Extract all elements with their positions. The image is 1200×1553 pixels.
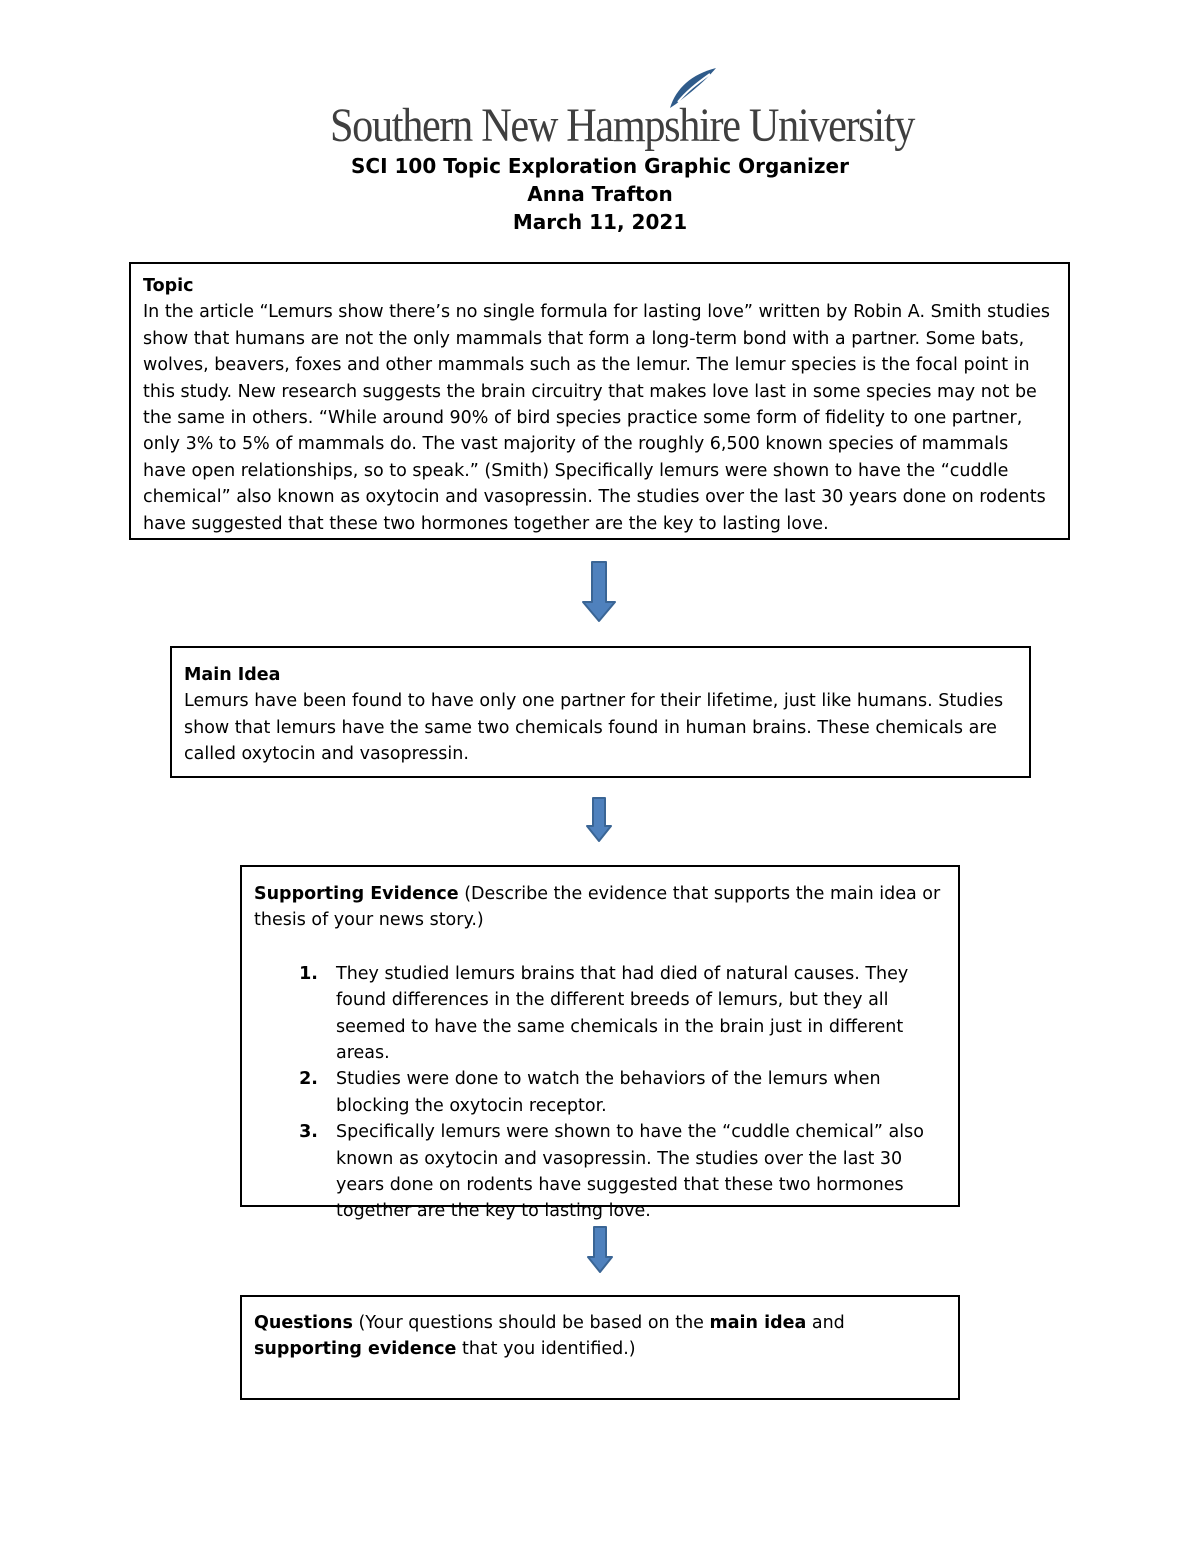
topic-body: In the article “Lemurs show there’s no single formula for lasting love” written by Robin A. Smith studies show that humans are not the only mammals that form a long-term bond with a partner. Some bats, wolves, beavers, foxes and other mammals such as the lemur. The lemur species is the focal point in this study. New research suggests the brain circuitry that makes love last in some species may not be the same in others. “While around 90% of bird species practice some form of fidelity to one partner, only 3% to 5% of mammals do. The vast majority of the roughly 6,500 known species of mammals have open relationships, so to speak.” (Smith) Specifically lemurs were shown to have the “cuddle chemical” also known as oxytocin and vasopressin. The studies over the last 30 years done on rodents have suggested that these two hormones together are the key to lasting love.: [143, 302, 1051, 534]
logo-wordmark: Southern New Hampshire University: [330, 99, 915, 152]
supporting-evidence-label: Supporting Evidence: [254, 884, 459, 904]
author-name: Anna Trafton: [527, 182, 673, 206]
evidence-list: [254, 961, 946, 1225]
evidence-item: 1. They studied lemurs brains that had died of natural causes. They found differences in the different breeds of lemurs, but they all seemed to have the same chemicals in the brain just in different areas.: [324, 961, 946, 1067]
questions-label: Questions: [254, 1313, 353, 1333]
supporting-evidence-box: [240, 865, 960, 1222]
supporting-evidence-prompt: (Describe the evidence that supports the main idea or thesis of your news story.): [254, 884, 941, 931]
questions-prompt-text: (Your questions should be based on the: [352, 1313, 710, 1333]
down-arrow-icon: [585, 796, 613, 844]
down-arrow-icon: [586, 1225, 614, 1275]
leaf-icon: [666, 66, 718, 110]
questions-box: [240, 1295, 960, 1400]
questions-emphasis-main-idea: main idea: [709, 1313, 807, 1333]
questions-prompt-text: that you identified.): [456, 1339, 636, 1360]
questions-prompt-text: and: [806, 1313, 845, 1333]
main-idea-box: [170, 646, 1031, 778]
document-title: SCI 100 Topic Exploration Graphic Organizer: [351, 154, 849, 178]
evidence-item: 3. Specifically lemurs were shown to have the “cuddle chemical” also known as oxytocin and vasopressin. The studies over the last 30 years done on rodents have suggested that these two hormones together are the key to lasting love.: [324, 1119, 946, 1225]
university-logo: [330, 66, 915, 156]
supporting-evidence-heading: [254, 881, 946, 934]
document-date: March 11, 2021: [512, 210, 688, 234]
topic-label: Topic: [143, 276, 194, 296]
questions-heading: [254, 1310, 946, 1363]
down-arrow-icon: [580, 560, 618, 624]
topic-box: [129, 262, 1070, 540]
main-idea-body: Lemurs have been found to have only one partner for their lifetime, just like humans. Studies show that lemurs have the same two chemicals found in human brains. These chemicals are called oxytocin and vasopressin.: [184, 691, 1004, 765]
evidence-item: 2. Studies were done to watch the behaviors of the lemurs when blocking the oxytocin receptor.: [324, 1066, 946, 1119]
main-idea-label: Main Idea: [184, 665, 281, 685]
questions-emphasis-supporting-evidence: supporting evidence: [254, 1339, 457, 1360]
